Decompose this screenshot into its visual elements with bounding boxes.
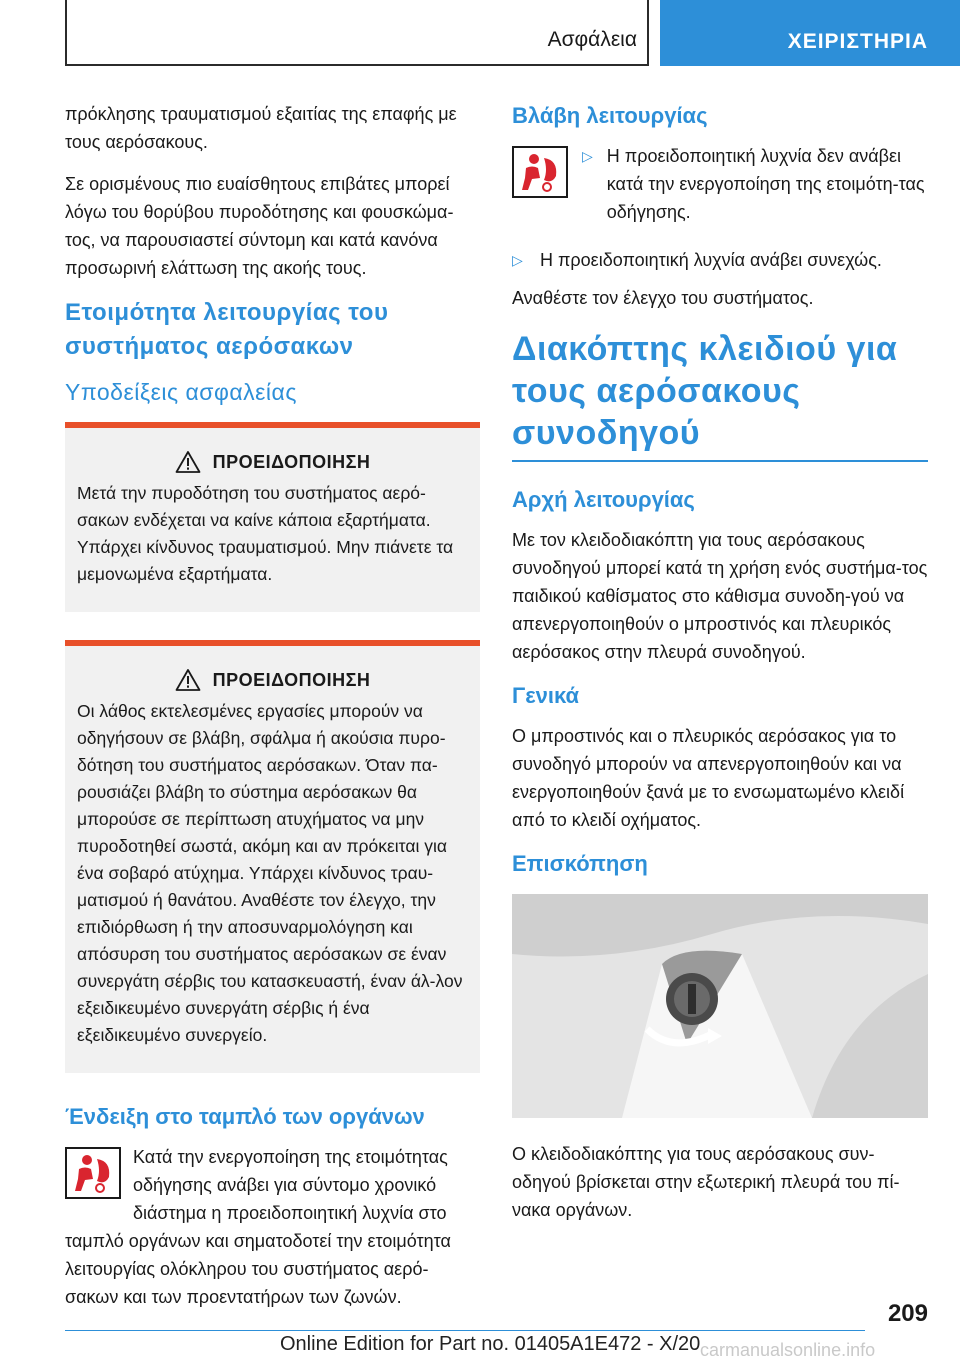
warning-title: ΠΡΟΕΙΔΟΠΟΙΗΣΗ bbox=[212, 451, 371, 472]
heading-key-switch: Διακόπτης κλειδιού για τους αερόσακους συνοδηγού bbox=[512, 330, 898, 452]
chapter-tab bbox=[660, 0, 960, 66]
airbag-warning-icon bbox=[65, 1147, 121, 1199]
airbag-warning-icon bbox=[512, 146, 568, 198]
bullet-text: Η προειδοποιητική λυχνία ανάβει συνεχώς. bbox=[540, 250, 882, 270]
heading-malfunction: Βλάβη λειτουργίας bbox=[512, 103, 708, 128]
heading-general: Γενικά bbox=[512, 683, 580, 708]
intro-paragraph: Σε ορισμένους πιο ευαίσθητους επιβάτες μπορεί λόγω του θορύβου πυροδότησης και φουσκώμα-τος, να παρουσιαστεί σύντομη και κατά κανόνα προσωρινή ελάττωση της ακοής τους. bbox=[65, 174, 454, 278]
watermark: carmanualsonline.info bbox=[700, 1340, 876, 1360]
heading-overview: Επισκόπηση bbox=[512, 851, 648, 876]
warning-text: Οι λάθος εκτελεσμένες εργασίες μπορούν να οδηγήσουν σε βλάβη, σφάλμα ή ακούσια πυρο-δότηση του συστήματος αερόσακων. Όταν πα-ρουσιάζει βλάβη το σύστημα αερόσακων θα μπορούσε σε περίπτωση ατυχήματος να μην πυροδοτηθεί σωστά, ακόμη και αν πρόκειται για ένα σοβαρό ατύχημα. Υπάρχει κίνδυνος τραυ-ματισμού ή θανάτου. Αναθέστε τον έλεγχο, την επιδιόρθωση ή την αποσυναρμολόγηση και απόσυρση του συστήματος αερόσακων σε έναν συνεργάτη σέρβις του κατασκευαστή, έναν άλ-λον εξειδικευμένο συνεργάτη σέρβις ή ένα εξειδικευμένο συνεργείο. bbox=[77, 701, 463, 1045]
bullet-text: Η προειδοποιητική λυχνία δεν ανάβει κατά την ενεργοποίηση της ετοιμότη-τας οδήγησης. bbox=[606, 146, 925, 222]
warning-triangle-icon bbox=[175, 450, 201, 474]
footer-rule bbox=[65, 1330, 865, 1331]
list-item bbox=[512, 246, 928, 274]
principle-text: Με τον κλειδοδιακόπτη για τους αερόσακους συνοδηγού μπορεί κατά τη χρήση ενός συστήμα-τος παιδικού καθίσματος στο κάθισμα συνοδη-γού να απενεργοποιηθούν ο μπροστινός και πλευρικός αερόσακος στην πλευρά συνοδηγού. bbox=[512, 530, 928, 662]
heading-rule bbox=[512, 460, 928, 462]
warning-box bbox=[65, 640, 480, 1073]
section-title: Ασφάλεια bbox=[547, 28, 637, 51]
warning-triangle-icon bbox=[175, 668, 201, 692]
left-column bbox=[65, 100, 480, 1325]
malfunction-action: Αναθέστε τον έλεγχο του συστήματος. bbox=[512, 288, 814, 308]
heading-principle: Αρχή λειτουργίας bbox=[512, 487, 695, 512]
edition-info: Online Edition for Part no. 01405A1E472 - X/20 bbox=[280, 1333, 701, 1355]
photo-caption: Ο κλειδοδιακόπτης για τους αερόσακους συν-οδηγού βρίσκεται στην εξωτερική πλευρά του πί-νακα οργάνων. bbox=[512, 1144, 900, 1220]
heading-readiness: Ετοιμότητα λειτουργίας του συστήματος αερόσακων bbox=[65, 299, 389, 360]
intro-paragraph: πρόκλησης τραυματισμού εξαιτίας της επαφής με τους αερόσακους. bbox=[65, 104, 457, 152]
general-text: Ο μπροστινός και ο πλευρικός αερόσακος για το συνοδηγό μπορούν να απενεργοποιηθούν και να ενεργοποιηθούν ξανά με το ενσωματωμένο κλειδί από το κλειδί οχήματος. bbox=[512, 726, 905, 830]
triangle-bullet-icon: ▷ bbox=[582, 148, 593, 164]
indicator-text: Κατά την ενεργοποίηση της ετοιμότητας οδήγησης ανάβει για σύντομο χρονικό διάστημα η προειδοποιητική λυχνία στο ταμπλό οργάνων και σηματοδοτεί την ετοιμότητα λειτουργίας ολόκληρου του συστήματος αερό-σακων και των προεντατήρων των ζωνών. bbox=[65, 1147, 451, 1307]
page-number: 209 bbox=[887, 1300, 928, 1327]
right-column bbox=[512, 100, 928, 1238]
chapter-title: ΧΕΙΡΙΣΤΗΡΙΑ bbox=[787, 30, 928, 53]
heading-indicator: Ένδειξη στο ταμπλό των οργάνων bbox=[65, 1104, 425, 1129]
triangle-bullet-icon: ▷ bbox=[512, 252, 523, 268]
warning-text: Μετά την πυροδότηση του συστήματος αερό-σακων ενδέχεται να καίνε κάποια εξαρτήματα. Υπάρχει κίνδυνος τραυματισμού. Μην πιάνετε τα μεμονωμένα εξαρτήματα. bbox=[77, 483, 454, 584]
warning-box bbox=[65, 422, 480, 612]
list-item bbox=[582, 142, 928, 226]
heading-safety: Υποδείξεις ασφαλείας bbox=[65, 379, 297, 405]
warning-title: ΠΡΟΕΙΔΟΠΟΙΗΣΗ bbox=[212, 669, 371, 690]
key-switch-photo bbox=[512, 894, 928, 1118]
